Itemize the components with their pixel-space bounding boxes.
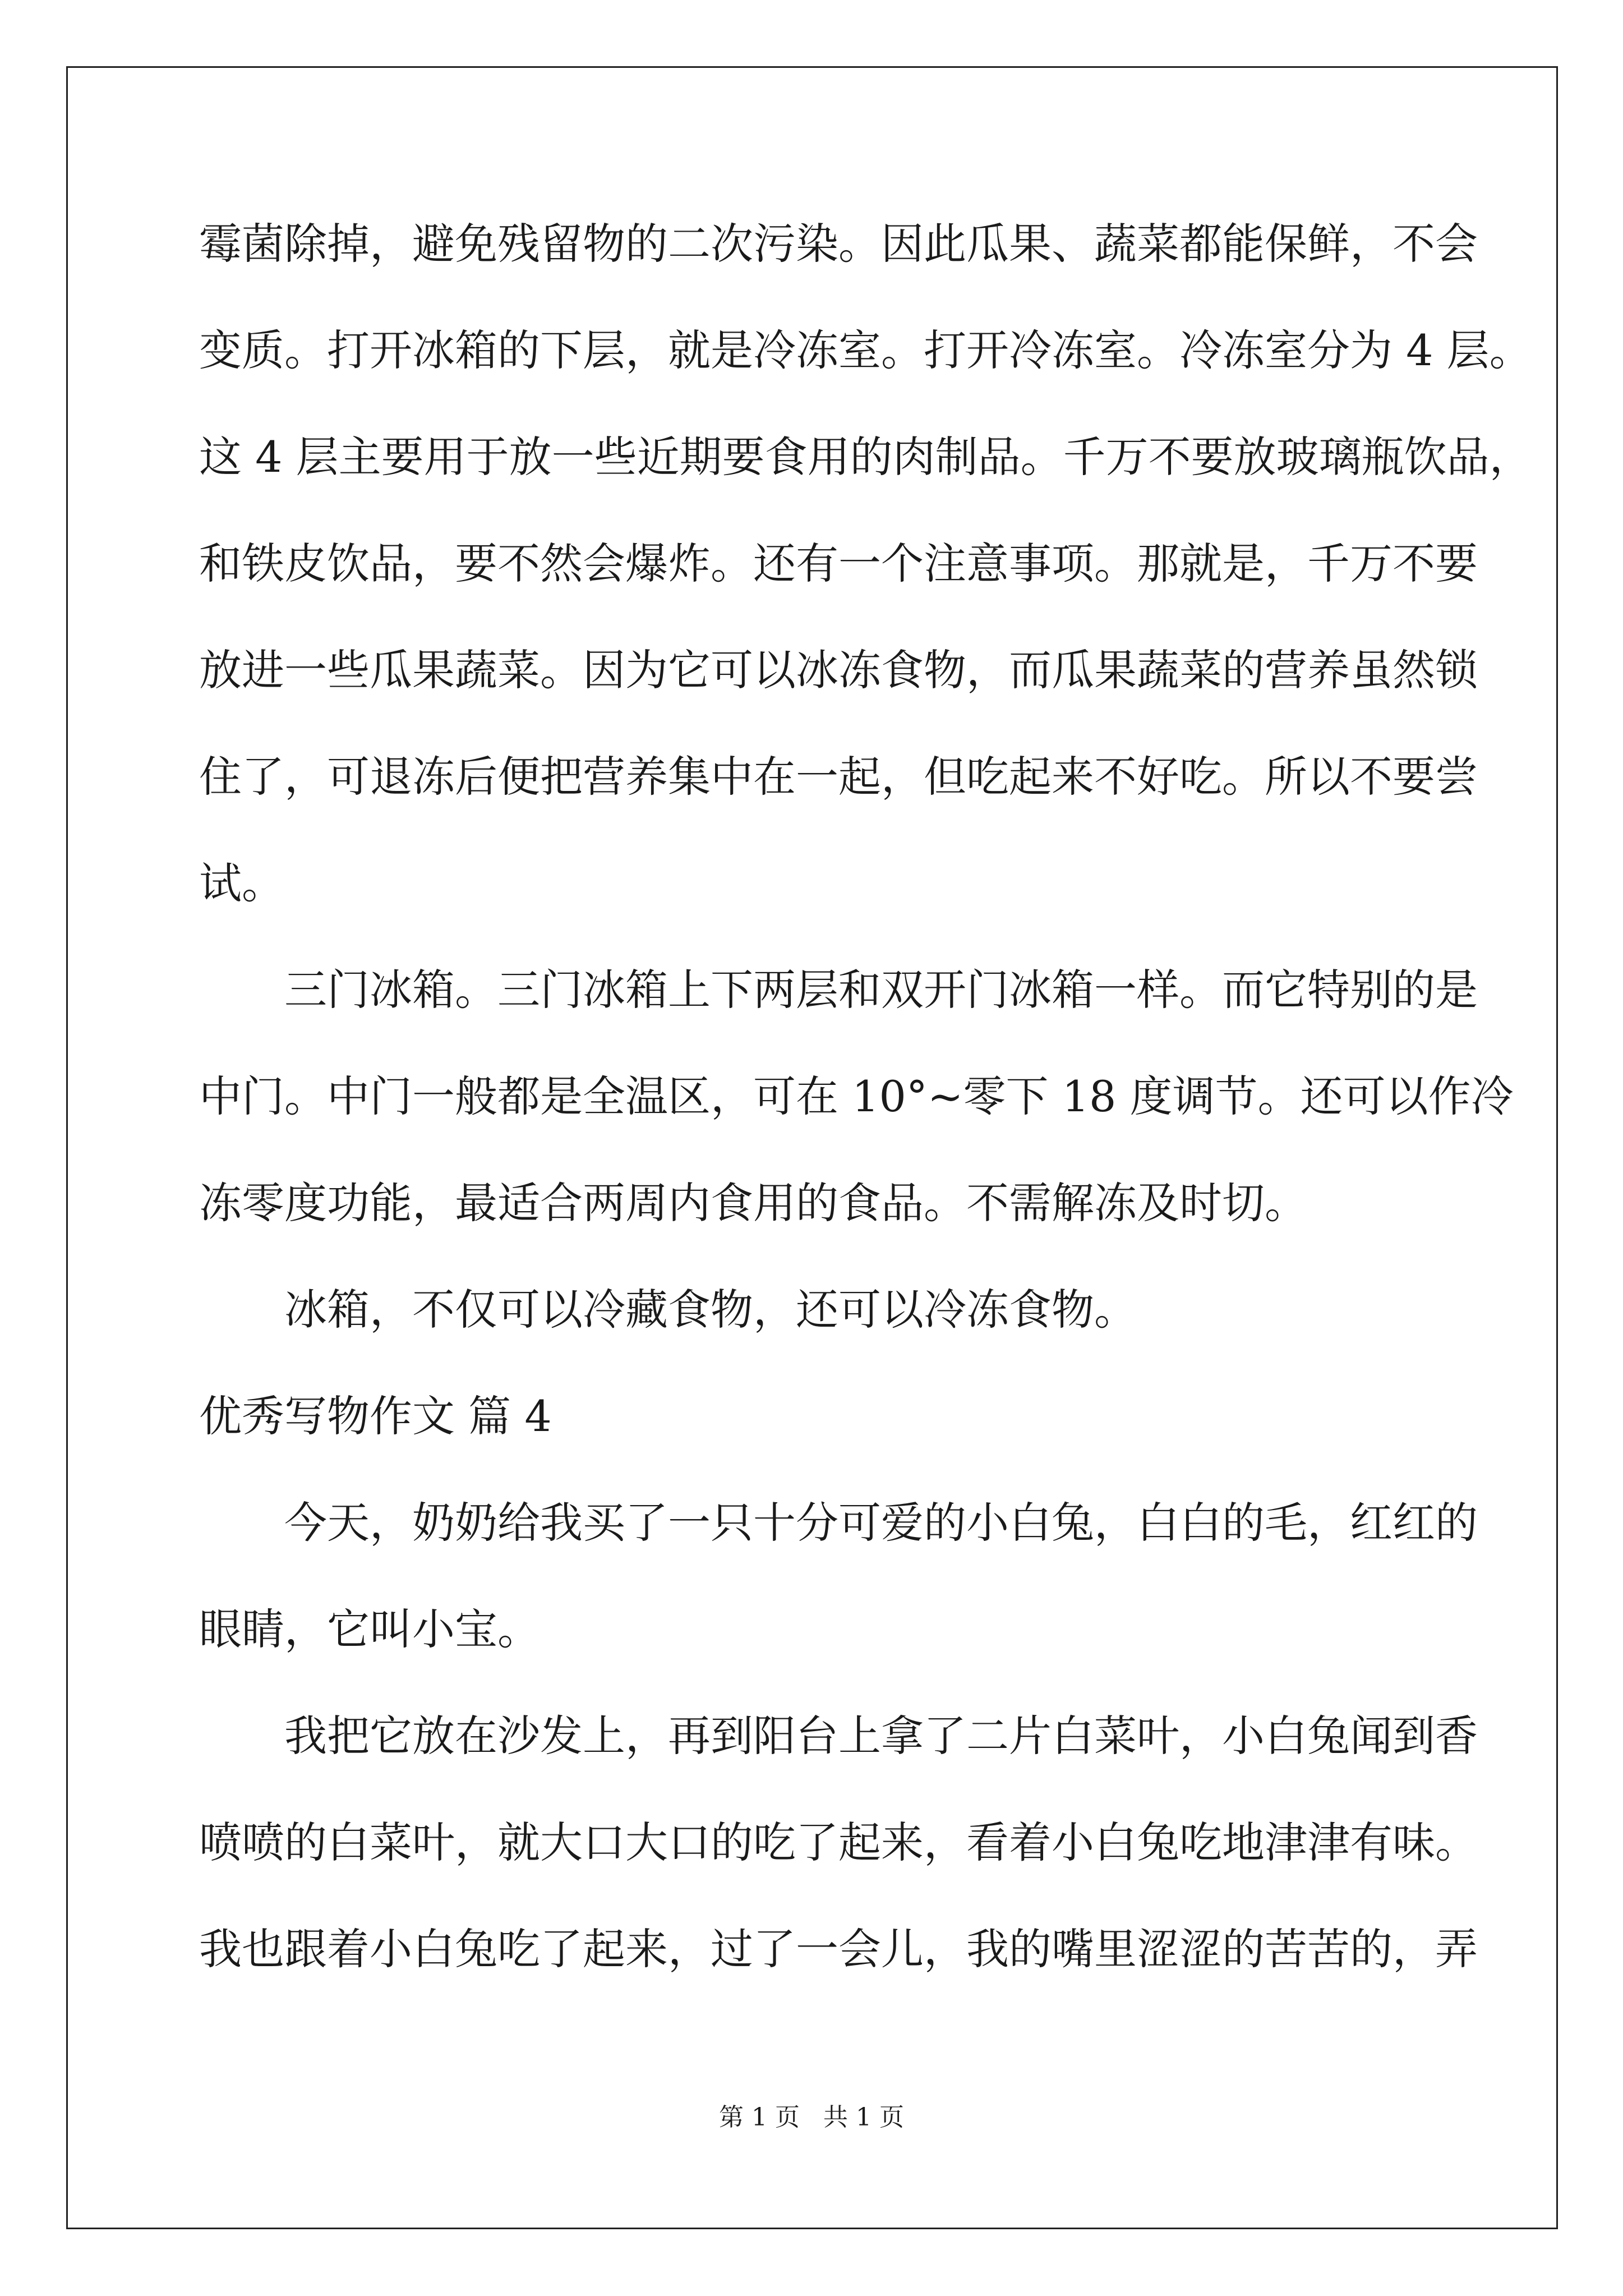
text-line: 中门。中门一般都是全温区，可在 10°~零下 18 度调节。还可以作冷: [199, 1071, 1514, 1121]
page-border: [66, 66, 1558, 2229]
text-line: 和铁皮饮品，要不然会爆炸。还有一个注意事项。那就是，千万不要: [199, 539, 1478, 588]
paragraph-start-line: 今天，奶奶给我买了一只十分可爱的小白兔，白白的毛，红红的: [284, 1498, 1478, 1548]
text-line: 试。: [199, 858, 284, 908]
text-line: 住了，可退冻后便把营养集中在一起，但吃起来不好吃。所以不要尝: [199, 752, 1478, 802]
text-line: 变质。打开冰箱的下层，就是冷冻室。打开冷冻室。冷冻室分为 4 层。: [199, 325, 1532, 375]
text-line: 霉菌除掉，避免残留物的二次污染。因此瓜果、蔬菜都能保鲜，不会: [199, 219, 1478, 269]
text-line: 喷喷的白菜叶，就大口大口的吃了起来，看着小白兔吃地津津有味。: [199, 1818, 1478, 1867]
section-heading: 优秀写物作文 篇 4: [199, 1391, 552, 1441]
text-line: 放进一些瓜果蔬菜。因为它可以冰冻食物，而瓜果蔬菜的营养虽然锁: [199, 645, 1478, 695]
text-line: 我也跟着小白兔吃了起来，过了一会儿，我的嘴里涩涩的苦苦的，弄: [199, 1924, 1478, 1974]
paragraph-start-line: 我把它放在沙发上，再到阳台上拿了二片白菜叶，小白兔闻到香: [284, 1711, 1478, 1761]
text-line: 这 4 层主要用于放一些近期要食用的肉制品。千万不要放玻璃瓶饮品，: [199, 432, 1532, 482]
text-line: 冻零度功能，最适合两周内食用的食品。不需解冻及时切。: [199, 1178, 1307, 1228]
paragraph-start-line: 冰箱，不仅可以冷藏食物，还可以冷冻食物。: [284, 1285, 1137, 1335]
text-line: 眼睛，它叫小宝。: [199, 1604, 540, 1654]
paragraph-start-line: 三门冰箱。三门冰箱上下两层和双开门冰箱一样。而它特别的是: [284, 965, 1478, 1015]
page-footer: 第 1 页 共 1 页: [719, 2103, 904, 2132]
